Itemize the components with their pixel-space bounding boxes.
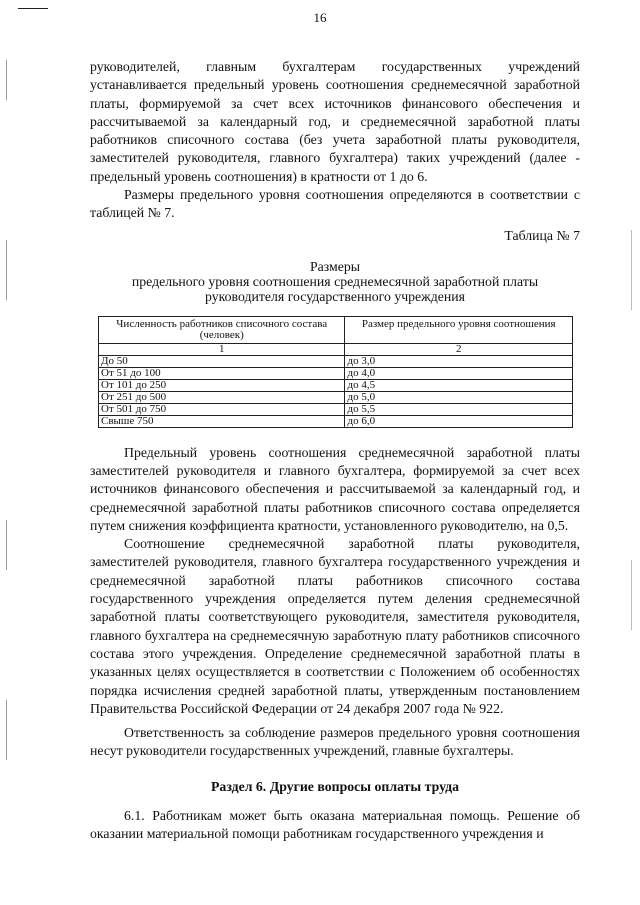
- table-cell: до 5,5: [345, 403, 573, 415]
- paragraph: Размеры предельного уровня соотношения определяются в соответствии с таблицей № 7.: [90, 187, 580, 221]
- table-cell: До 50: [99, 355, 345, 367]
- table-row: [99, 415, 573, 427]
- section-heading: Раздел 6. Другие вопросы оплаты труда: [211, 778, 459, 794]
- paragraph: Предельный уровень соотношения среднемесячной заработной платы заместителей руководителя и главного бухгалтера, формируемой за счет всех источников финансового обеспечения и рассчитываемой за календарный год, и среднемесячной заработной платы работников списочного состава определяется путем снижения коэффициента кратности, установленного руководителю, на 0,5.: [90, 444, 580, 533]
- table-header-cell: Численность работников списочного состава (человек): [99, 316, 345, 343]
- paragraph: руководителей, главным бухгалтерам государственных учреждений устанавливается предельный уровень соотношения среднемесячной заработной платы, формируемой за счет всех источников финансового обеспечения и рассчитываемой за календарный год, и среднемесячной заработной платы работников списочного состава (без учета заработной платы руководителя, заместителей руководителя, главного бухгалтера) таких учреждений (далее - предельный уровень соотношения) в кратности от 1 до 6.: [90, 59, 580, 184]
- ratio-table: [98, 316, 573, 428]
- table-header-cell: Размер предельного уровня соотношения: [345, 316, 573, 343]
- table-cell: до 4,0: [345, 367, 573, 379]
- corner-line-mark: [18, 8, 48, 9]
- table-column-number-row: [99, 343, 573, 355]
- table-cell: Свыше 750: [99, 415, 345, 427]
- table-title-line: Размеры: [309, 258, 361, 274]
- table-cell: От 51 до 100: [99, 367, 345, 379]
- scan-edge-mark: [631, 230, 632, 310]
- scan-edge-mark: [6, 700, 7, 760]
- table-cell: От 501 до 750: [99, 403, 345, 415]
- table-row: [99, 367, 573, 379]
- paragraph: Соотношение среднемесячной заработной платы руководителя, заместителей руководителя, главного бухгалтера государственного учреждения и среднемесячной заработной платы работников списочного состава государственного учреждения определяется путем деления среднемесячной заработной платы соответствующего руководителя, заместителя руководителя, главного бухгалтера на среднемесячную заработную плату работников списочного состава этого учреждения. Определение среднемесячной заработной платы в указанных целях осуществляется в соответствии с Положением об особенностях порядка исчисления средней заработной платы, утвержденным постановлением Правительства Российской Федерации от 24 декабря 2007 года № 922.: [90, 536, 580, 716]
- table-cell: 2: [345, 343, 573, 355]
- table-cell: до 6,0: [345, 415, 573, 427]
- paragraph: 6.1. Работникам может быть оказана материальная помощь. Решение об оказании материальной помощи работникам государственного учреждения и: [90, 807, 580, 842]
- table-label: Таблица № 7: [504, 227, 580, 243]
- table-row: [99, 355, 573, 367]
- document-body: [90, 58, 580, 843]
- page-number: 16: [313, 10, 327, 25]
- table-row: [99, 403, 573, 415]
- paragraph: Ответственность за соблюдение размеров предельного уровня соотношения несут руководители государственных учреждений, главные бухгалтеры.: [90, 725, 580, 759]
- table-row: [99, 391, 573, 403]
- scan-edge-mark: [6, 240, 7, 300]
- scan-edge-mark: [6, 60, 7, 100]
- table-cell: От 101 до 250: [99, 379, 345, 391]
- table-cell: 1: [99, 343, 345, 355]
- table-cell: до 5,0: [345, 391, 573, 403]
- table-title-line: предельного уровня соотношения среднемесячной заработной платы: [131, 273, 539, 289]
- table-row: [99, 379, 573, 391]
- table-cell: до 4,5: [345, 379, 573, 391]
- table-title-line: руководителя государственного учреждения: [205, 288, 465, 304]
- table-cell: до 3,0: [345, 355, 573, 367]
- scan-edge-mark: [6, 520, 7, 570]
- table-title: [90, 259, 580, 304]
- table-cell: От 251 до 500: [99, 391, 345, 403]
- table-header-row: [99, 316, 573, 343]
- scan-edge-mark: [631, 560, 632, 630]
